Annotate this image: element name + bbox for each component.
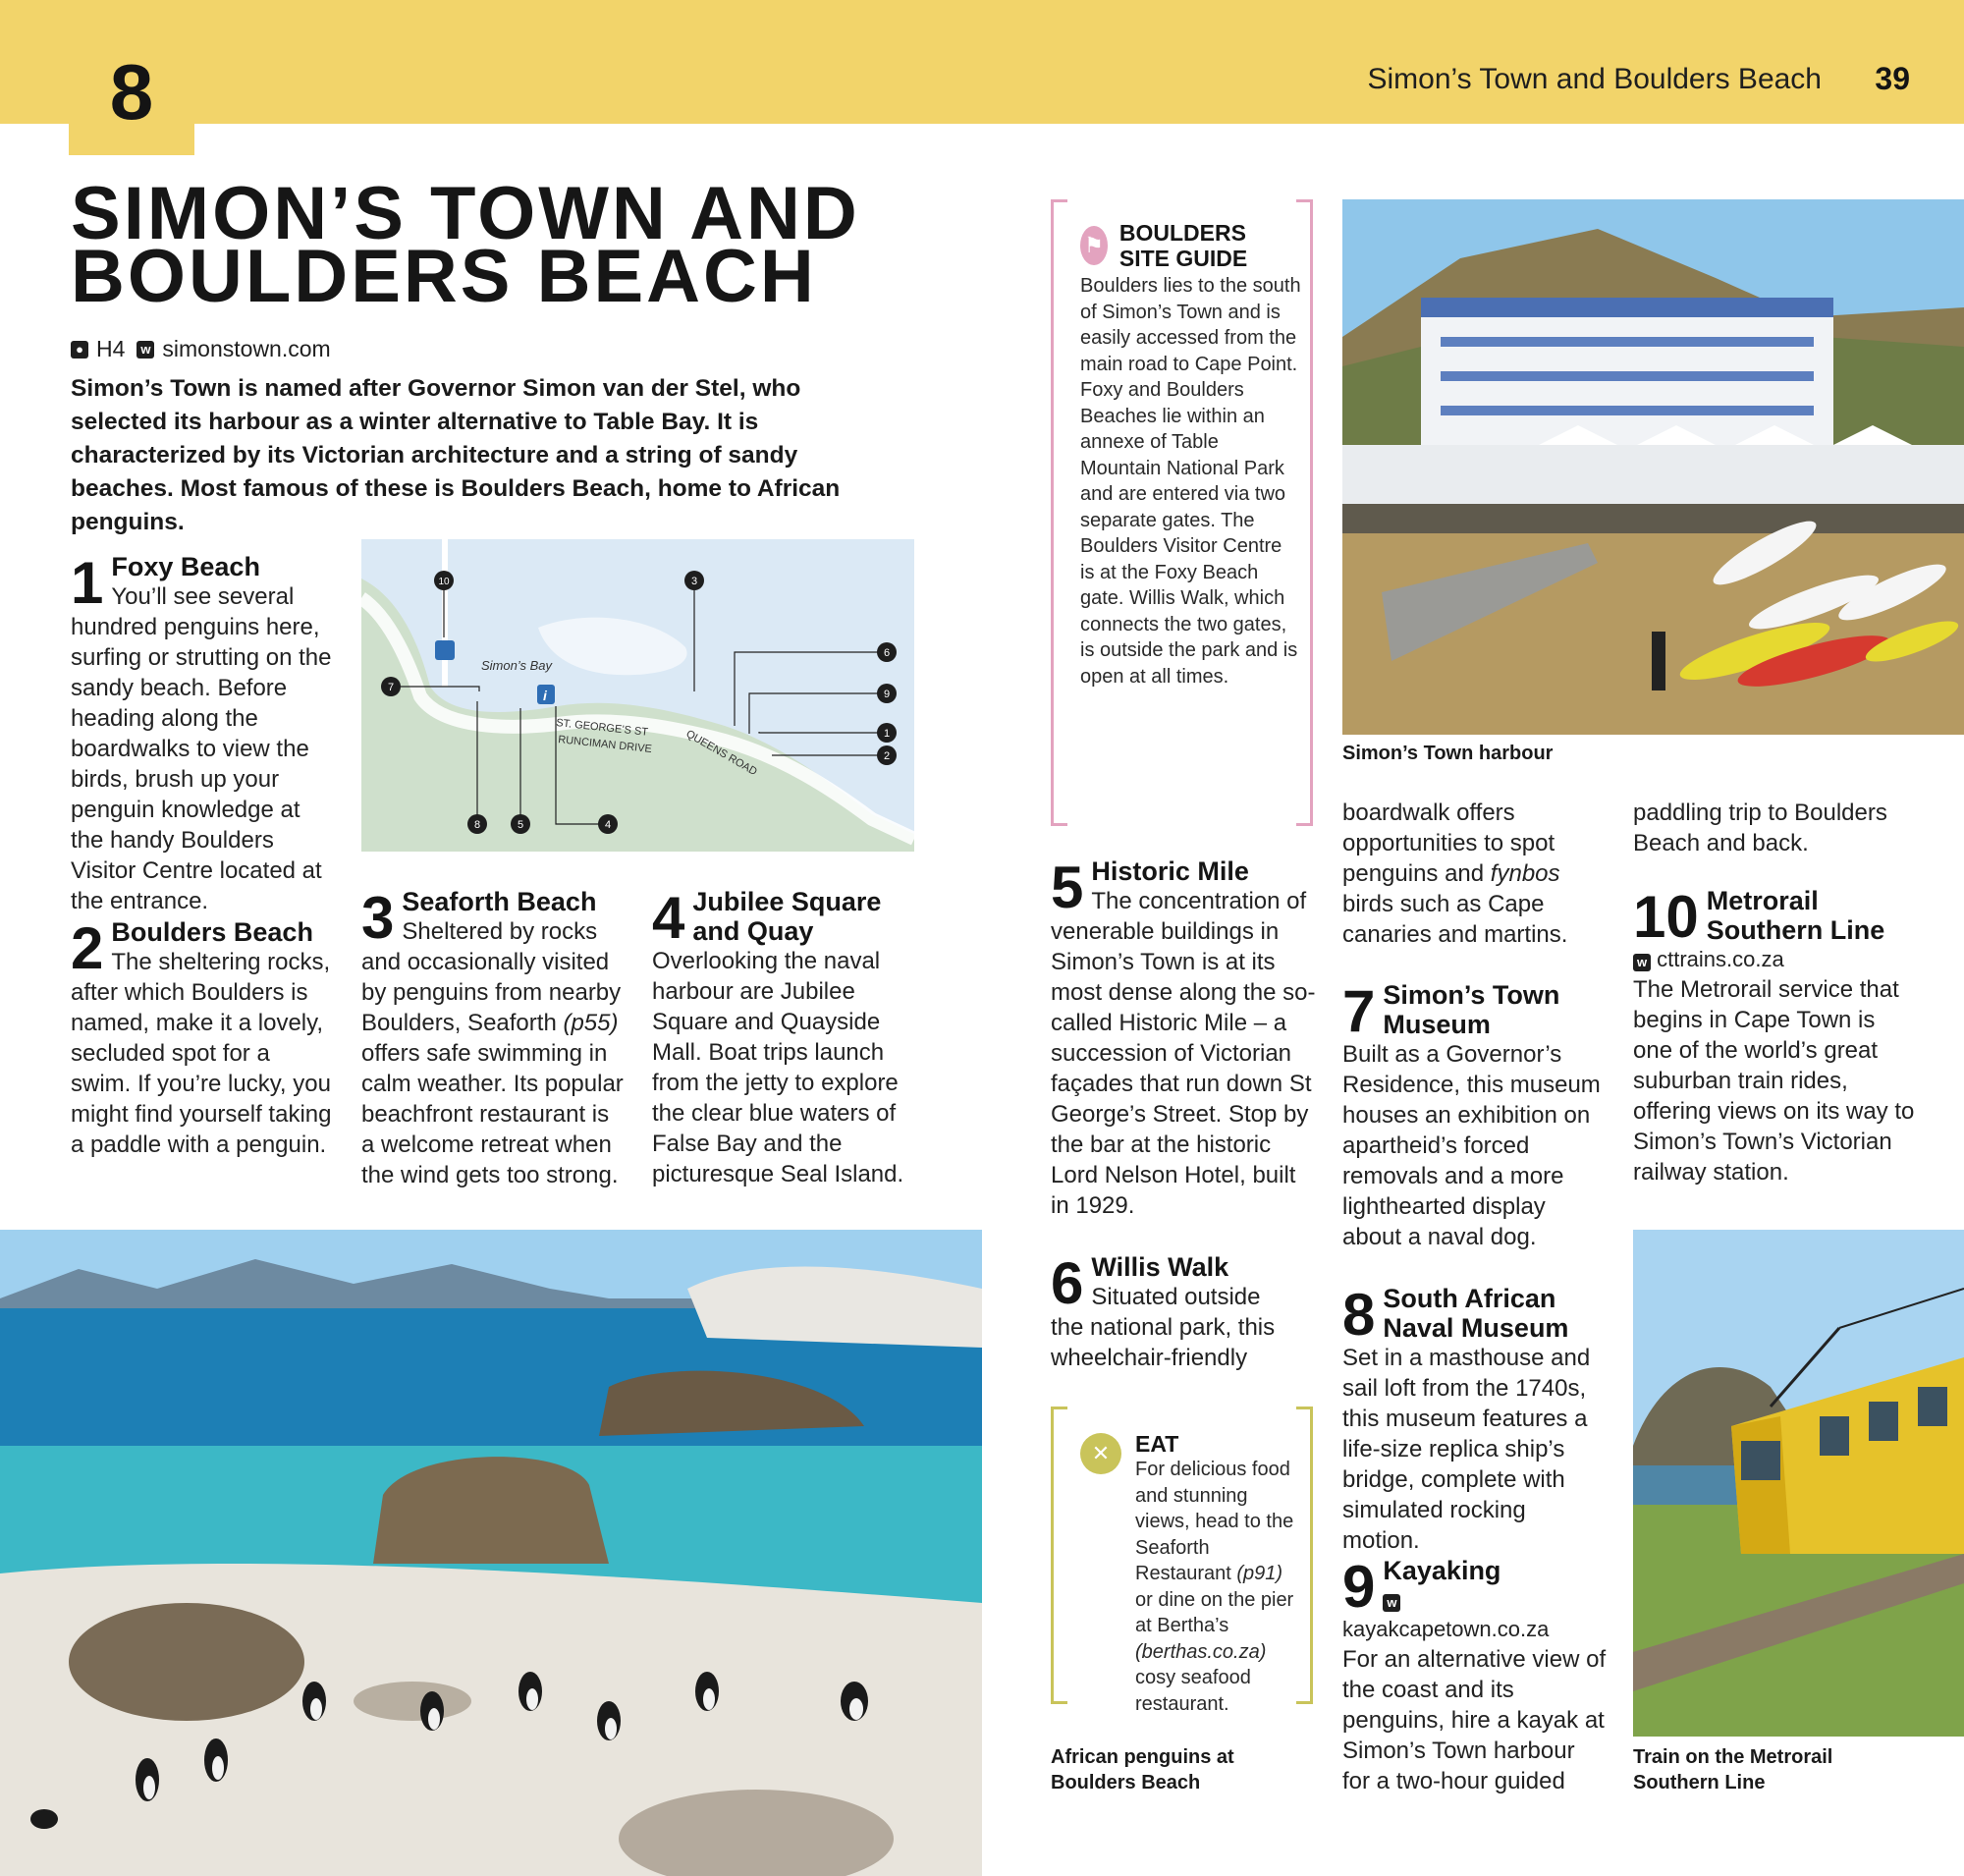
penguins-photo <box>0 1230 982 1876</box>
entry-seaforth-beach <box>361 887 627 1190</box>
entry-text: The concentration of venerable buildings in Simon’s Town is at its most dense along the so-called Historic Mile – a succession of Victorian façades that run down St George’s Street. Stop by the bar at the historic Lord Nelson Hotel, built in 1929. <box>1051 888 1316 1219</box>
website-icon: w <box>1383 1594 1400 1612</box>
entry-number: 7 <box>1342 978 1376 1044</box>
entry-willis-walk-continued: boardwalk offers opportunities to spot penguins and fynbos birds such as Cape canaries and martins. <box>1342 800 1568 948</box>
entry-text-a: Sheltered by rocks and occasionally visited by penguins from nearby Boulders, Seaforth <box>361 918 622 1036</box>
entry-text: For an alternative view of the coast and its penguins, hire a kayak at Simon’s Town harbour for a two-hour guided <box>1342 1646 1607 1794</box>
entry-title: South African Naval Museum <box>1383 1284 1569 1343</box>
entry-number: 8 <box>1342 1282 1376 1348</box>
entry-boulders-beach <box>71 917 336 1160</box>
entry-foxy-beach <box>71 552 336 916</box>
train-photo <box>1633 1230 1964 1737</box>
eat-text-c: cosy seafood restaurant. <box>1135 1667 1251 1715</box>
website-icon: w <box>1633 954 1651 971</box>
svg-text:4: 4 <box>604 819 612 831</box>
svg-text:i: i <box>543 688 547 703</box>
entry-text: The sheltering rocks, after which Boulders is named, make it a lovely, secluded spot for a swim. If you’re lucky, you might find yourself taking a paddle with a penguin. <box>71 949 332 1158</box>
header-band <box>0 0 1964 124</box>
website-icon: w <box>136 341 154 359</box>
harbour-caption: Simon’s Town harbour <box>1342 743 1554 764</box>
svg-text:9: 9 <box>883 689 891 700</box>
map-label-street1: ST. GEORGE’S ST <box>555 717 649 739</box>
page-reference[interactable]: (p55) <box>563 1010 619 1036</box>
kayak-website[interactable]: w kayakcapetown.co.za <box>1342 1595 1550 1641</box>
entry-willis-walk <box>1051 1252 1296 1373</box>
entry-title: Seaforth Beach <box>402 887 597 916</box>
entry-title: Simon’s Town Museum <box>1383 980 1560 1039</box>
page-title-line2: BOULDERS BEACH <box>71 235 817 318</box>
svg-text:3: 3 <box>690 576 698 587</box>
chapter-number: 8 <box>109 48 154 136</box>
site-guide-text: Boulders lies to the south of Simon’s Town and is easily accessed from the main road to Cape Point. Foxy and Boulders Beaches lie within an annexe of Table Mountain National Park and are entered via two separate gates. The Boulders Visitor Centre is at the Foxy Beach gate. Willis Walk, which connects the two gates, is outside the park and is open at all times. <box>1080 275 1301 688</box>
train-caption: Train on the Metrorail Southern Line <box>1633 1746 1833 1793</box>
entry-title: Willis Walk <box>1091 1252 1229 1282</box>
entry-kayaking <box>1342 1556 1608 1796</box>
entry-jubilee-square <box>652 887 922 1189</box>
running-head: Simon’s Town and Boulders Beach <box>1367 63 1822 95</box>
site-guide-title: BOULDERS SITE GUIDE <box>1118 220 1248 271</box>
entry-number: 9 <box>1342 1554 1376 1620</box>
entry-title: Metrorail Southern Line <box>1706 886 1885 945</box>
entry-simons-town-museum <box>1342 980 1608 1252</box>
berthas-website[interactable]: (berthas.co.za) <box>1135 1640 1267 1663</box>
page-title <box>71 172 955 318</box>
eat-title: EAT <box>1135 1431 1179 1457</box>
entry-text: The Metrorail service that begins in Cape Town is one of the world’s great suburban train rides, offering views on its way to Simon’s Town’s Victorian railway station. <box>1633 976 1915 1186</box>
entry-number: 5 <box>1051 855 1084 920</box>
page-reference[interactable]: (p91) <box>1236 1563 1283 1584</box>
area-map <box>361 539 914 852</box>
grid-reference: H4 <box>96 336 126 361</box>
meta-line <box>71 336 331 362</box>
entry-text: You’ll see several hundred penguins here, surfing or strutting on the sandy beach. Before heading along the boardwalks to view the birds, brush up your penguin knowledge at the handy Boulders Visitor Centre located at the entrance. <box>71 583 332 914</box>
eat-text-b: or dine on the pier at Bertha’s <box>1135 1588 1294 1636</box>
signpost-icon: ⚑ <box>1080 226 1108 265</box>
entry-text: Built as a Governor’s Residence, this museum houses an exhibition on apartheid’s forced removals and a more lighthearted display about a naval dog. <box>1342 1041 1601 1250</box>
intro-paragraph: Simon’s Town is named after Governor Simon van der Stel, who selected its harbour as a winter alternative to Table Bay. It is characterized by its Victorian architecture and a string of sandy beaches. Most famous of these is Boulders Beach, home to African penguins. <box>71 375 841 535</box>
entry-kayaking-continued: paddling trip to Boulders Beach and back. <box>1633 800 1887 856</box>
svg-text:8: 8 <box>473 819 481 831</box>
harbour-photo <box>1342 199 1964 735</box>
entry-number: 6 <box>1051 1250 1084 1316</box>
page-number: 39 <box>1875 61 1910 96</box>
eat-box <box>1080 1431 1296 1717</box>
cutlery-icon: ✕ <box>1080 1433 1121 1474</box>
eat-bracket-left <box>1051 1407 1067 1704</box>
entry-number: 4 <box>652 885 685 951</box>
map-label-street3: QUEENS ROAD <box>683 728 759 779</box>
entry-number: 1 <box>71 550 104 616</box>
entry-text: Overlooking the naval harbour are Jubilee Square and Quayside Mall. Boat trips launch from the jetty to explore the clear blue waters of False Bay and the picturesque Seal Island. <box>652 948 904 1187</box>
eat-bracket-right <box>1296 1407 1313 1704</box>
entry-number: 10 <box>1633 884 1699 950</box>
entry-title: Historic Mile <box>1091 856 1249 886</box>
entry-title: Boulders Beach <box>111 917 313 947</box>
map-graphic <box>361 539 914 852</box>
entry-text: Set in a masthouse and sail loft from the 1740s, this museum features a life-size replica ship’s bridge, complete with simulated rocking motion. <box>1342 1345 1591 1554</box>
svg-text:1: 1 <box>883 728 891 740</box>
svg-text:7: 7 <box>387 682 395 693</box>
entry-number: 3 <box>361 885 395 951</box>
bus-stop-icon <box>435 640 455 660</box>
map-label-bay: Simon’s Bay <box>481 658 553 673</box>
entry-title: Foxy Beach <box>111 552 260 581</box>
svg-text:2: 2 <box>883 750 891 762</box>
entry-number: 2 <box>71 915 104 981</box>
entry-text: Situated outside the national park, this wheelchair-friendly <box>1051 1284 1276 1371</box>
metrorail-website[interactable]: w cttrains.co.za <box>1633 945 1918 974</box>
svg-text:6: 6 <box>883 647 891 659</box>
page-title-line1: SIMON’S TOWN AND <box>71 172 860 255</box>
map-label-street2: RUNCIMAN DRIVE <box>557 734 653 756</box>
entry-title: Jubilee Square and Quay <box>692 887 882 946</box>
penguins-caption: African penguins at Boulders Beach <box>1051 1746 1234 1793</box>
entry-title: Kayaking <box>1383 1556 1501 1585</box>
entry-text-b: offers safe swimming in calm weather. Its popular beachfront restaurant is a welcome retreat when the wind gets too strong. <box>361 1040 624 1188</box>
svg-text:5: 5 <box>517 819 524 831</box>
eat-text-a: For delicious food and stunning views, head to the Seaforth Restaurant <box>1135 1459 1294 1584</box>
entry-historic-mile <box>1051 856 1316 1221</box>
location-pin-icon: ● <box>71 341 88 359</box>
website-link[interactable]: simonstown.com <box>162 336 331 361</box>
entry-metrorail <box>1633 886 1918 1187</box>
entry-naval-museum <box>1342 1284 1608 1556</box>
site-guide-bracket-left <box>1051 199 1067 826</box>
site-guide-box <box>1080 220 1301 690</box>
svg-text:10: 10 <box>438 577 450 587</box>
